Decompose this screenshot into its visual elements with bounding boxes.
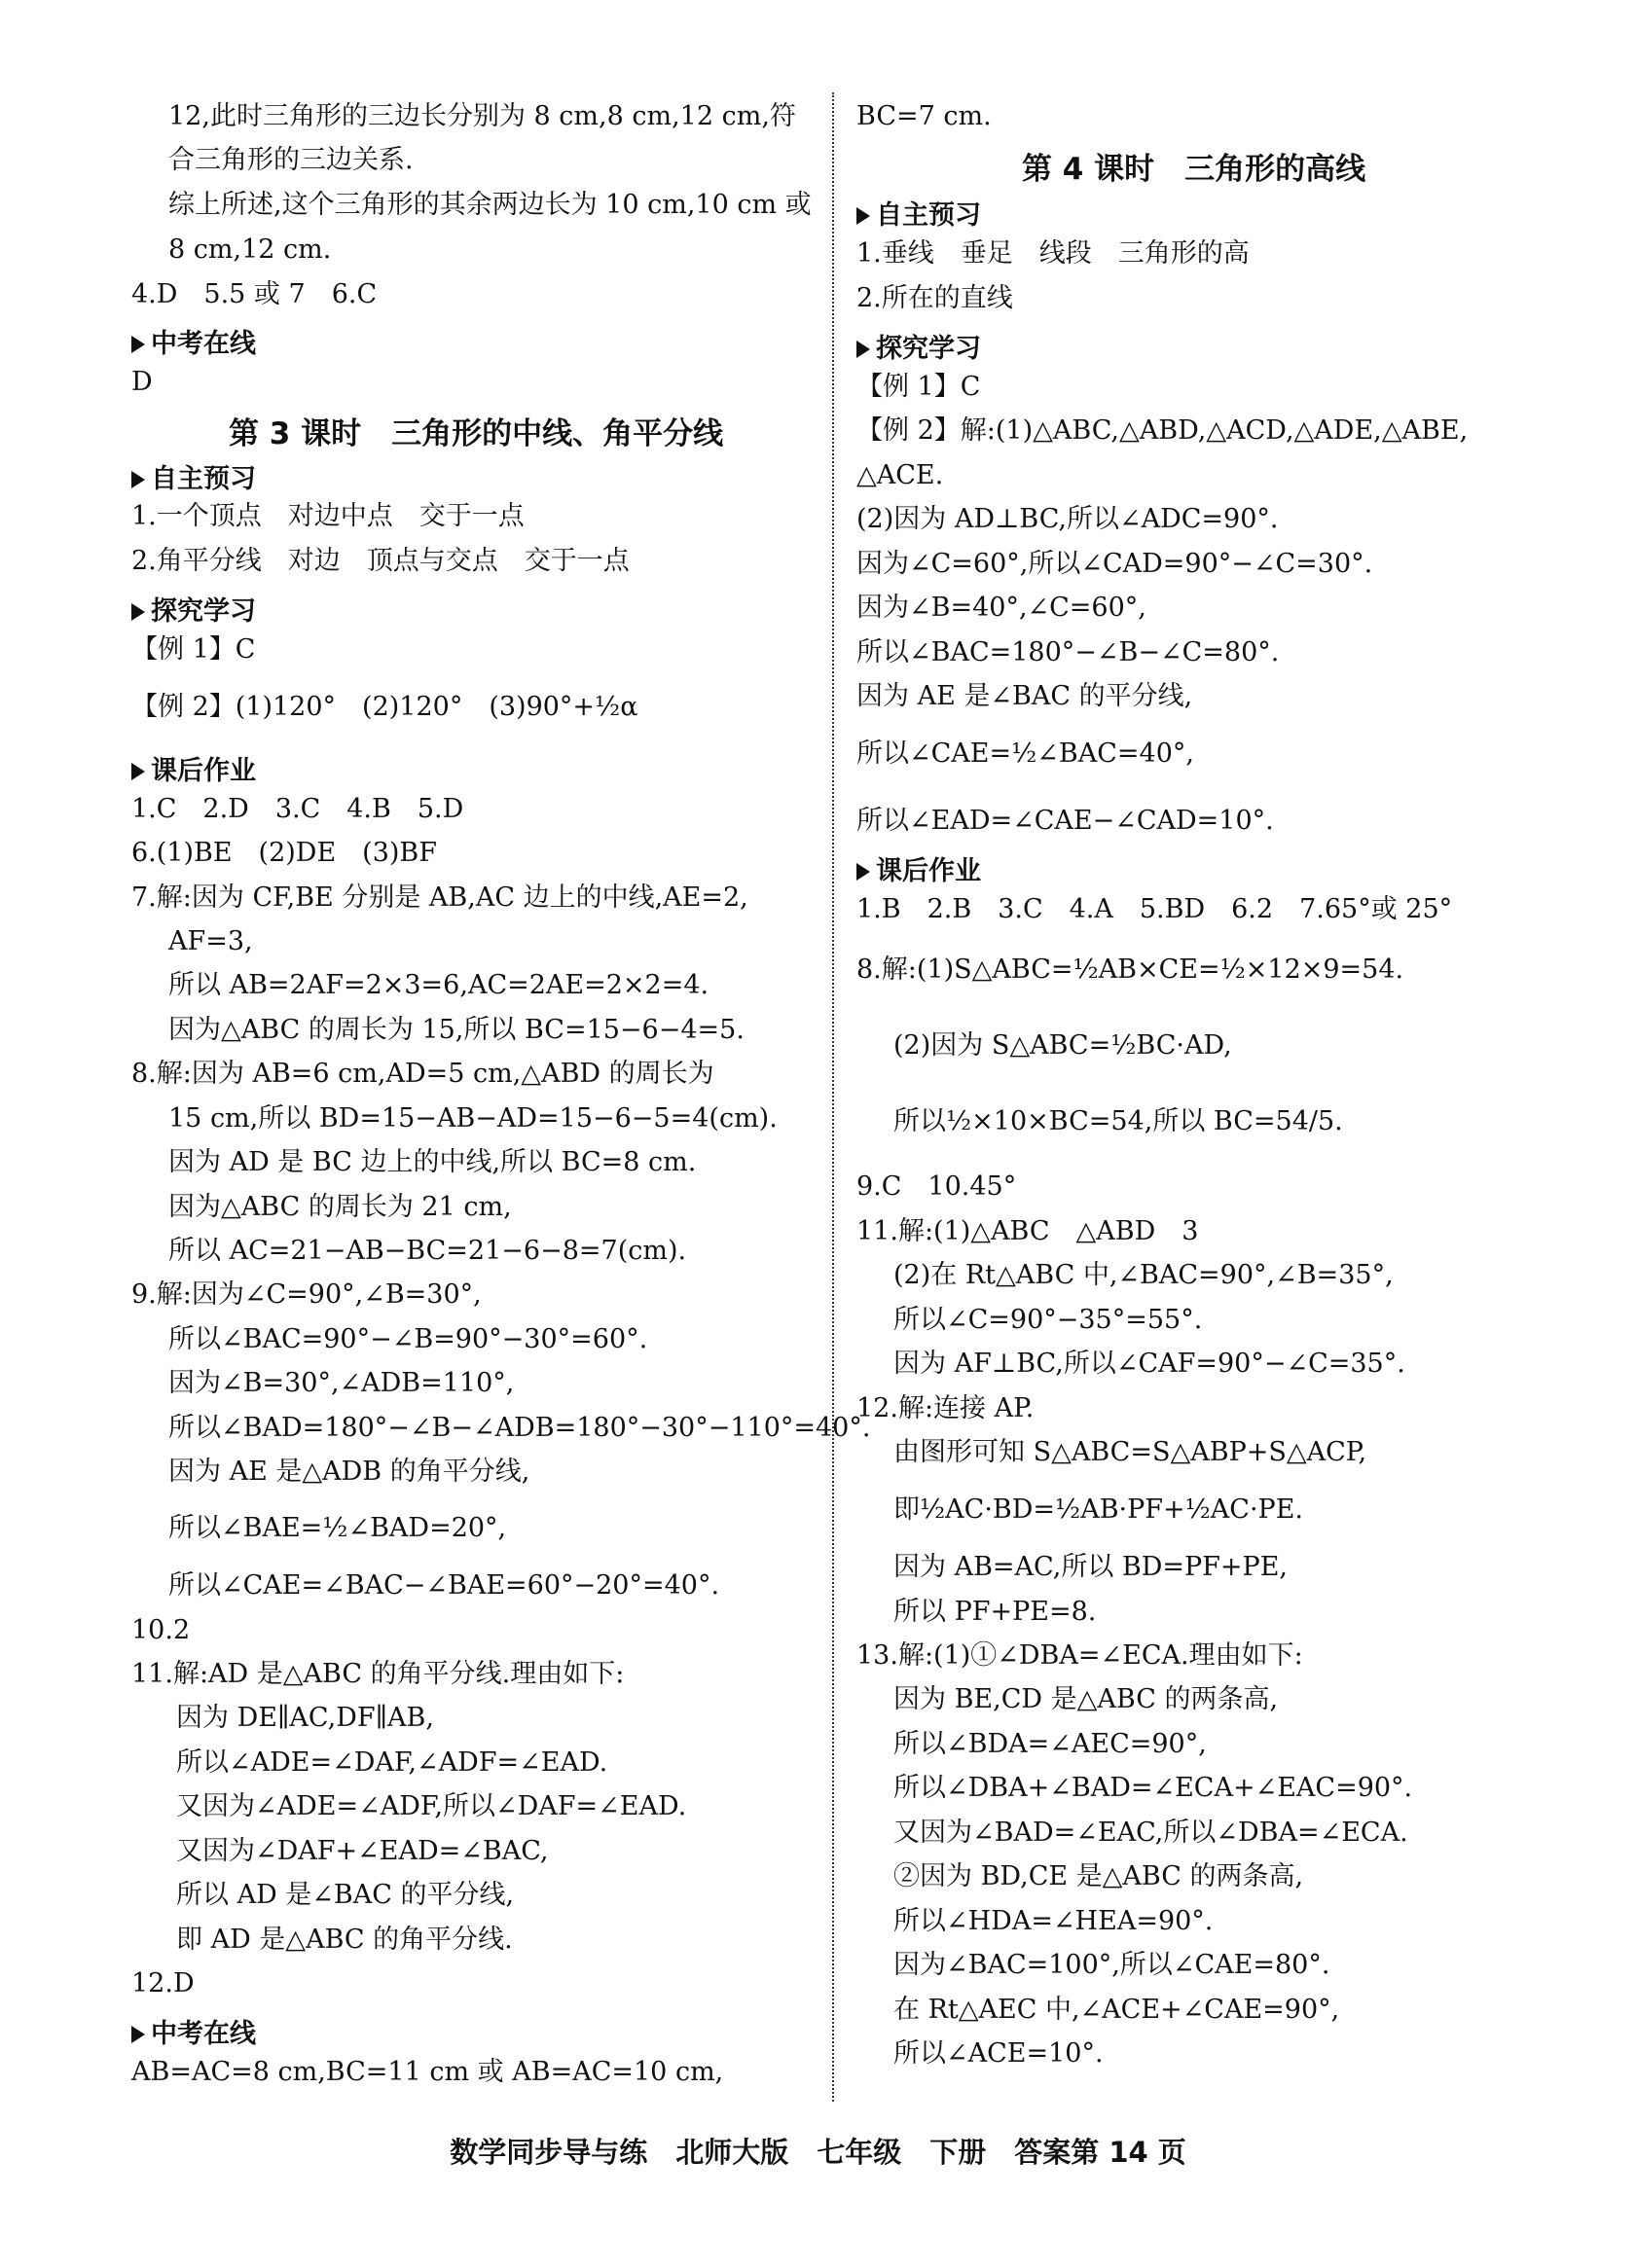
- text-line: D: [131, 367, 153, 397]
- triangle-marker-icon: [131, 336, 145, 353]
- lesson-title: 第 3 课时 三角形的中线、角平分线: [229, 416, 724, 451]
- text-line: AB=AC=8 cm,BC=11 cm 或 AB=AC=10 cm,: [131, 2057, 724, 2087]
- section-heading: 课后作业: [856, 849, 981, 887]
- text-line: 所以∠BAC=180°−∠B−∠C=80°.: [856, 637, 1280, 667]
- text-line: 9.C 10.45°: [856, 1171, 1017, 1202]
- lesson-title: 第 4 课时 三角形的高线: [1022, 152, 1366, 187]
- page-footer: 数学同步导与练 北师大版 七年级 下册 答案第 14 页: [450, 2136, 1186, 2169]
- text-line: 所以∠BAD=180°−∠B−∠ADB=180°−30°−110°=40°.: [168, 1413, 871, 1443]
- text-line: 1.B 2.B 3.C 4.A 5.BD 6.2 7.65°或 25°: [856, 894, 1453, 924]
- text-line: 由图形可知 S△ABC=S△ABP+S△ACP,: [893, 1437, 1367, 1467]
- text-line: 所以½×10×BC=54,所以 BC=54/5.: [893, 1106, 1343, 1136]
- text-line: 【例 2】(1)120° (2)120° (3)90°+½α: [131, 692, 638, 722]
- text-line: 所以∠BAE=½∠BAD=20°,: [168, 1513, 507, 1543]
- triangle-marker-icon: [131, 2026, 145, 2043]
- text-line: 因为 AE 是∠BAC 的平分线,: [856, 681, 1193, 711]
- text-line: 1.C 2.D 3.C 4.B 5.D: [131, 794, 464, 824]
- text-line: 【例 1】C: [131, 634, 256, 665]
- text-line: 因为∠C=60°,所以∠CAD=90°−∠C=30°.: [856, 549, 1373, 579]
- text-line: △ACE.: [856, 460, 944, 490]
- text-line: 综上所述,这个三角形的其余两边长为 10 cm,10 cm 或: [168, 190, 812, 220]
- text-line: 所以∠DBA+∠BAD=∠ECA+∠EAC=90°.: [893, 1773, 1413, 1803]
- text-line: 因为 AB=AC,所以 BD=PF+PE,: [893, 1552, 1288, 1582]
- text-line: (2)因为 S△ABC=½BC·AD,: [893, 1030, 1232, 1061]
- text-line: ②因为 BD,CE 是△ABC 的两条高,: [893, 1861, 1304, 1891]
- text-line: 因为△ABC 的周长为 15,所以 BC=15−6−4=5.: [168, 1015, 745, 1045]
- text-line: 所以 PF+PE=8.: [893, 1597, 1097, 1627]
- section-heading: 中考在线: [131, 2012, 256, 2050]
- text-line: 又因为∠BAD=∠EAC,所以∠DBA=∠ECA.: [893, 1818, 1408, 1848]
- text-line: (2)因为 AD⊥BC,所以∠ADC=90°.: [856, 504, 1279, 534]
- text-line: 8.解:(1)S△ABC=½AB×CE=½×12×9=54.: [856, 954, 1404, 985]
- text-line: 12.D: [131, 1968, 195, 1998]
- text-line: 所以∠CAE=∠BAC−∠BAE=60°−20°=40°.: [168, 1570, 720, 1601]
- text-line: 所以 AD 是∠BAC 的平分线,: [176, 1880, 515, 1910]
- section-heading: 探究学习: [131, 590, 256, 628]
- text-line: 1.一个顶点 对边中点 交于一点: [131, 501, 525, 531]
- text-line: 12.解:连接 AP.: [856, 1393, 1035, 1423]
- text-line: 所以∠ADE=∠DAF,∠ADF=∠EAD.: [176, 1747, 608, 1778]
- text-line: 又因为∠DAF+∠EAD=∠BAC,: [176, 1836, 549, 1866]
- text-line: 因为△ABC 的周长为 21 cm,: [168, 1192, 512, 1222]
- text-line: 因为 AE 是△ADB 的角平分线,: [168, 1457, 530, 1487]
- text-line: 所以∠HDA=∠HEA=90°.: [893, 1906, 1214, 1936]
- section-heading: 自主预习: [856, 194, 981, 232]
- text-line: 9.解:因为∠C=90°,∠B=30°,: [131, 1279, 482, 1310]
- triangle-marker-icon: [131, 471, 145, 488]
- text-line: 7.解:因为 CF,BE 分别是 AB,AC 边上的中线,AE=2,: [131, 882, 748, 913]
- triangle-marker-icon: [856, 863, 870, 881]
- triangle-marker-icon: [131, 763, 145, 780]
- text-line: 因为 AF⊥BC,所以∠CAF=90°−∠C=35°.: [893, 1349, 1405, 1379]
- column-divider: [832, 92, 834, 2102]
- text-line: 所以 AC=21−AB−BC=21−6−8=7(cm).: [168, 1236, 687, 1266]
- text-line: 6.(1)BE (2)DE (3)BF: [131, 838, 437, 868]
- text-line: 4.D 5.5 或 7 6.C: [131, 279, 378, 309]
- section-heading: 课后作业: [131, 749, 256, 787]
- text-line: 又因为∠ADE=∠ADF,所以∠DAF=∠EAD.: [176, 1791, 687, 1821]
- text-line: AF=3,: [168, 926, 253, 956]
- triangle-marker-icon: [856, 207, 870, 225]
- text-line: 12,此时三角形的三边长分别为 8 cm,8 cm,12 cm,符: [168, 101, 796, 131]
- triangle-marker-icon: [856, 341, 870, 358]
- text-line: 8.解:因为 AB=6 cm,AD=5 cm,△ABD 的周长为: [131, 1059, 714, 1089]
- text-line: 11.解:AD 是△ABC 的角平分线.理由如下:: [131, 1659, 625, 1689]
- text-line: 所以∠C=90°−35°=55°.: [893, 1305, 1203, 1335]
- section-heading: 中考在线: [131, 322, 256, 360]
- text-line: 所以∠CAE=½∠BAC=40°,: [856, 738, 1194, 769]
- text-line: 所以∠BDA=∠AEC=90°,: [893, 1729, 1207, 1759]
- text-line: 在 Rt△AEC 中,∠ACE+∠CAE=90°,: [893, 1995, 1340, 2025]
- text-line: 11.解:(1)△ABC △ABD 3: [856, 1216, 1199, 1246]
- text-line: 1.垂线 垂足 线段 三角形的高: [856, 238, 1250, 269]
- text-line: 所以∠EAD=∠CAE−∠CAD=10°.: [856, 806, 1274, 836]
- section-heading: 探究学习: [856, 327, 981, 365]
- triangle-marker-icon: [131, 603, 145, 621]
- text-line: 8 cm,12 cm.: [168, 234, 332, 265]
- text-line: 13.解:(1)①∠DBA=∠ECA.理由如下:: [856, 1640, 1303, 1671]
- text-line: 即½AC·BD=½AB·PF+½AC·PE.: [893, 1494, 1304, 1525]
- text-line: 因为 AD 是 BC 边上的中线,所以 BC=8 cm.: [168, 1147, 697, 1177]
- text-line: 10.2: [131, 1615, 191, 1645]
- text-line: (2)在 Rt△ABC 中,∠BAC=90°,∠B=35°,: [893, 1260, 1394, 1290]
- text-line: 因为 BE,CD 是△ABC 的两条高,: [893, 1684, 1279, 1714]
- text-line: 15 cm,所以 BD=15−AB−AD=15−6−5=4(cm).: [168, 1103, 778, 1134]
- text-line: 所以∠ACE=10°.: [893, 2038, 1104, 2069]
- text-line: 因为∠B=30°,∠ADB=110°,: [168, 1368, 515, 1398]
- text-line: 合三角形的三边关系.: [168, 145, 414, 175]
- text-line: 2.所在的直线: [856, 283, 1013, 313]
- text-line: 所以∠BAC=90°−∠B=90°−30°=60°.: [168, 1324, 648, 1354]
- text-line: 即 AD 是△ABC 的角平分线.: [176, 1925, 513, 1955]
- text-line: 因为∠B=40°,∠C=60°,: [856, 593, 1146, 623]
- text-line: 所以 AB=2AF=2×3=6,AC=2AE=2×2=4.: [168, 970, 709, 1000]
- text-line: 【例 1】C: [856, 372, 981, 402]
- text-line: BC=7 cm.: [856, 101, 992, 131]
- text-line: 因为 DE∥AC,DF∥AB,: [176, 1703, 434, 1733]
- text-line: 【例 2】解:(1)△ABC,△ABD,△ACD,△ADE,△ABE,: [856, 415, 1469, 446]
- text-line: 2.角平分线 对边 顶点与交点 交于一点: [131, 546, 630, 576]
- text-line: 因为∠BAC=100°,所以∠CAE=80°.: [893, 1950, 1330, 1980]
- section-heading: 自主预习: [131, 457, 256, 495]
